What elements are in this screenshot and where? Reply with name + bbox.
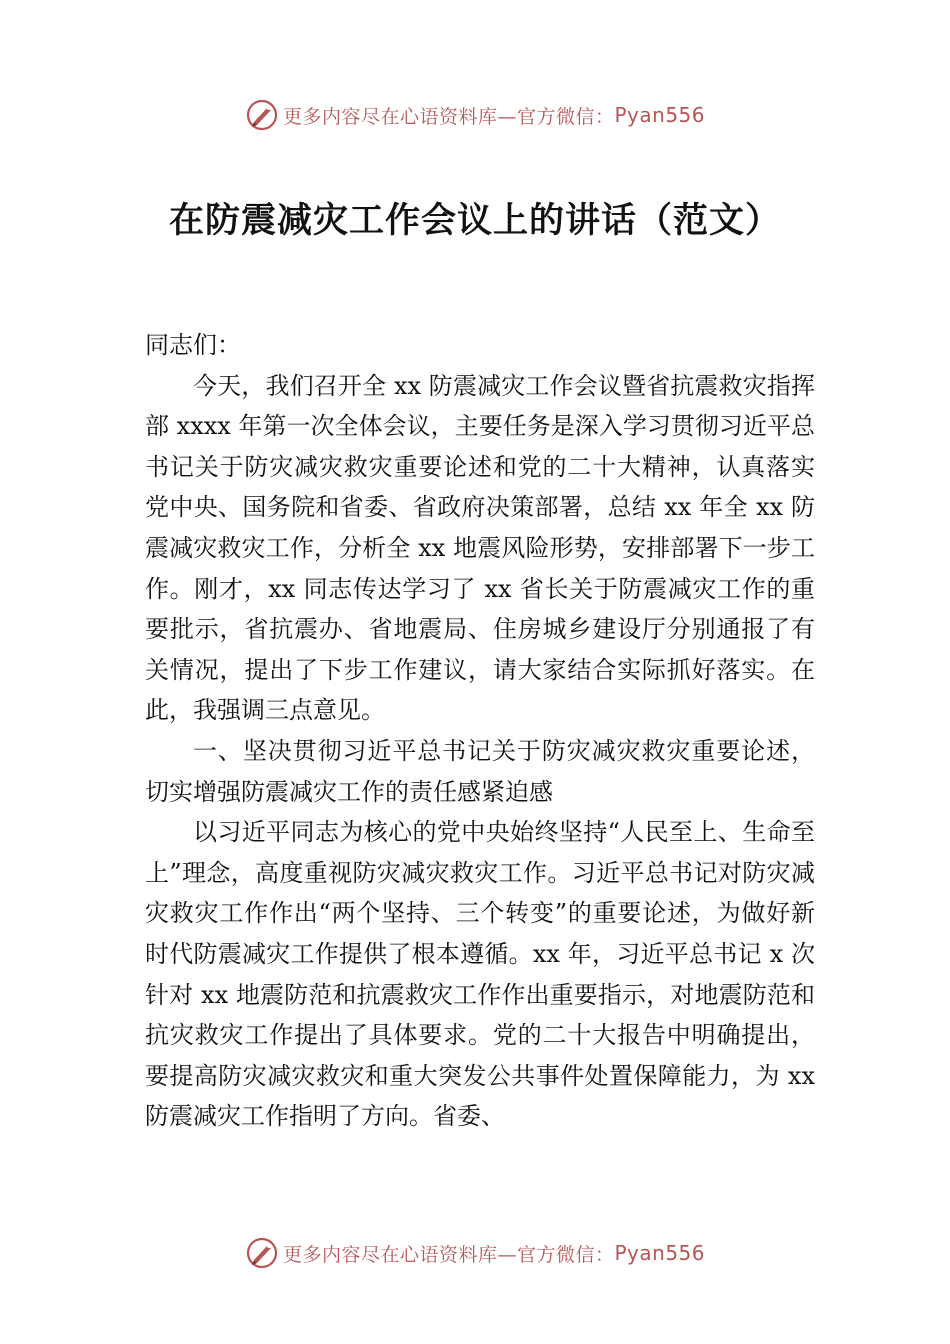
- document-title: 在防震减灾工作会议上的讲话（范文）: [168, 200, 781, 241]
- section-heading-1: 一、坚决贯彻习近平总书记关于防灾减灾救灾重要论述，切实增强防震减灾工作的责任感紧迫感: [145, 736, 815, 806]
- paragraph-1: 今天，我们召开全 xx 防震减灾工作会议暨省抗震救灾指挥部 xxxx 年第一次全体会议，主要任务是深入学习贯彻习近平总书记关于防灾减灾救灾重要论述和党的二十大精神，认真落实党中央、国务院和省委、省政府决策部署，总结 xx 年全 xx 防震减灾救灾工作，分析全 xx 地震风险形势，安排部署下一步工作。刚才，xx 同志传达学习了 xx 省长关于防震减灾工作的重要批示，省抗震办、省地震局、住房城乡建设厅分别通报了有关情况，提出了下步工作建议，请大家结合实际抓好落实。在此，我强调三点意见。: [145, 371, 815, 725]
- footer-banner: [0, 1233, 950, 1273]
- pen-logo-icon: [245, 1236, 279, 1270]
- header-banner-wechat: Pyan556: [614, 103, 706, 127]
- header-banner-text: 更多内容尽在心语资料库—官方微信：: [282, 105, 615, 128]
- footer-banner-text: 更多内容尽在心语资料库—官方微信：: [282, 1243, 615, 1266]
- header-banner: [0, 95, 950, 135]
- document-body: [145, 325, 815, 1137]
- salutation: 同志们：: [145, 331, 241, 359]
- footer-banner-wechat: Pyan556: [614, 1241, 706, 1265]
- paragraph-2: 以习近平同志为核心的党中央始终坚持“人民至上、生命至上”理念，高度重视防灾减灾救灾工作。习近平总书记对防灾减灾救灾工作作出“两个坚持、三个转变”的重要论述，为做好新时代防震减灾工作提供了根本遵循。xx 年，习近平总书记 x 次针对 xx 地震防范和抗震救灾工作作出重要指示，对地震防范和抗灾救灾工作提出了具体要求。党的二十大报告中明确提出，要提高防灾减灾救灾和重大突发公共事件处置保障能力，为 xx 防震减灾工作指明了方向。省委、: [145, 818, 815, 1131]
- pen-logo-icon: [245, 98, 279, 132]
